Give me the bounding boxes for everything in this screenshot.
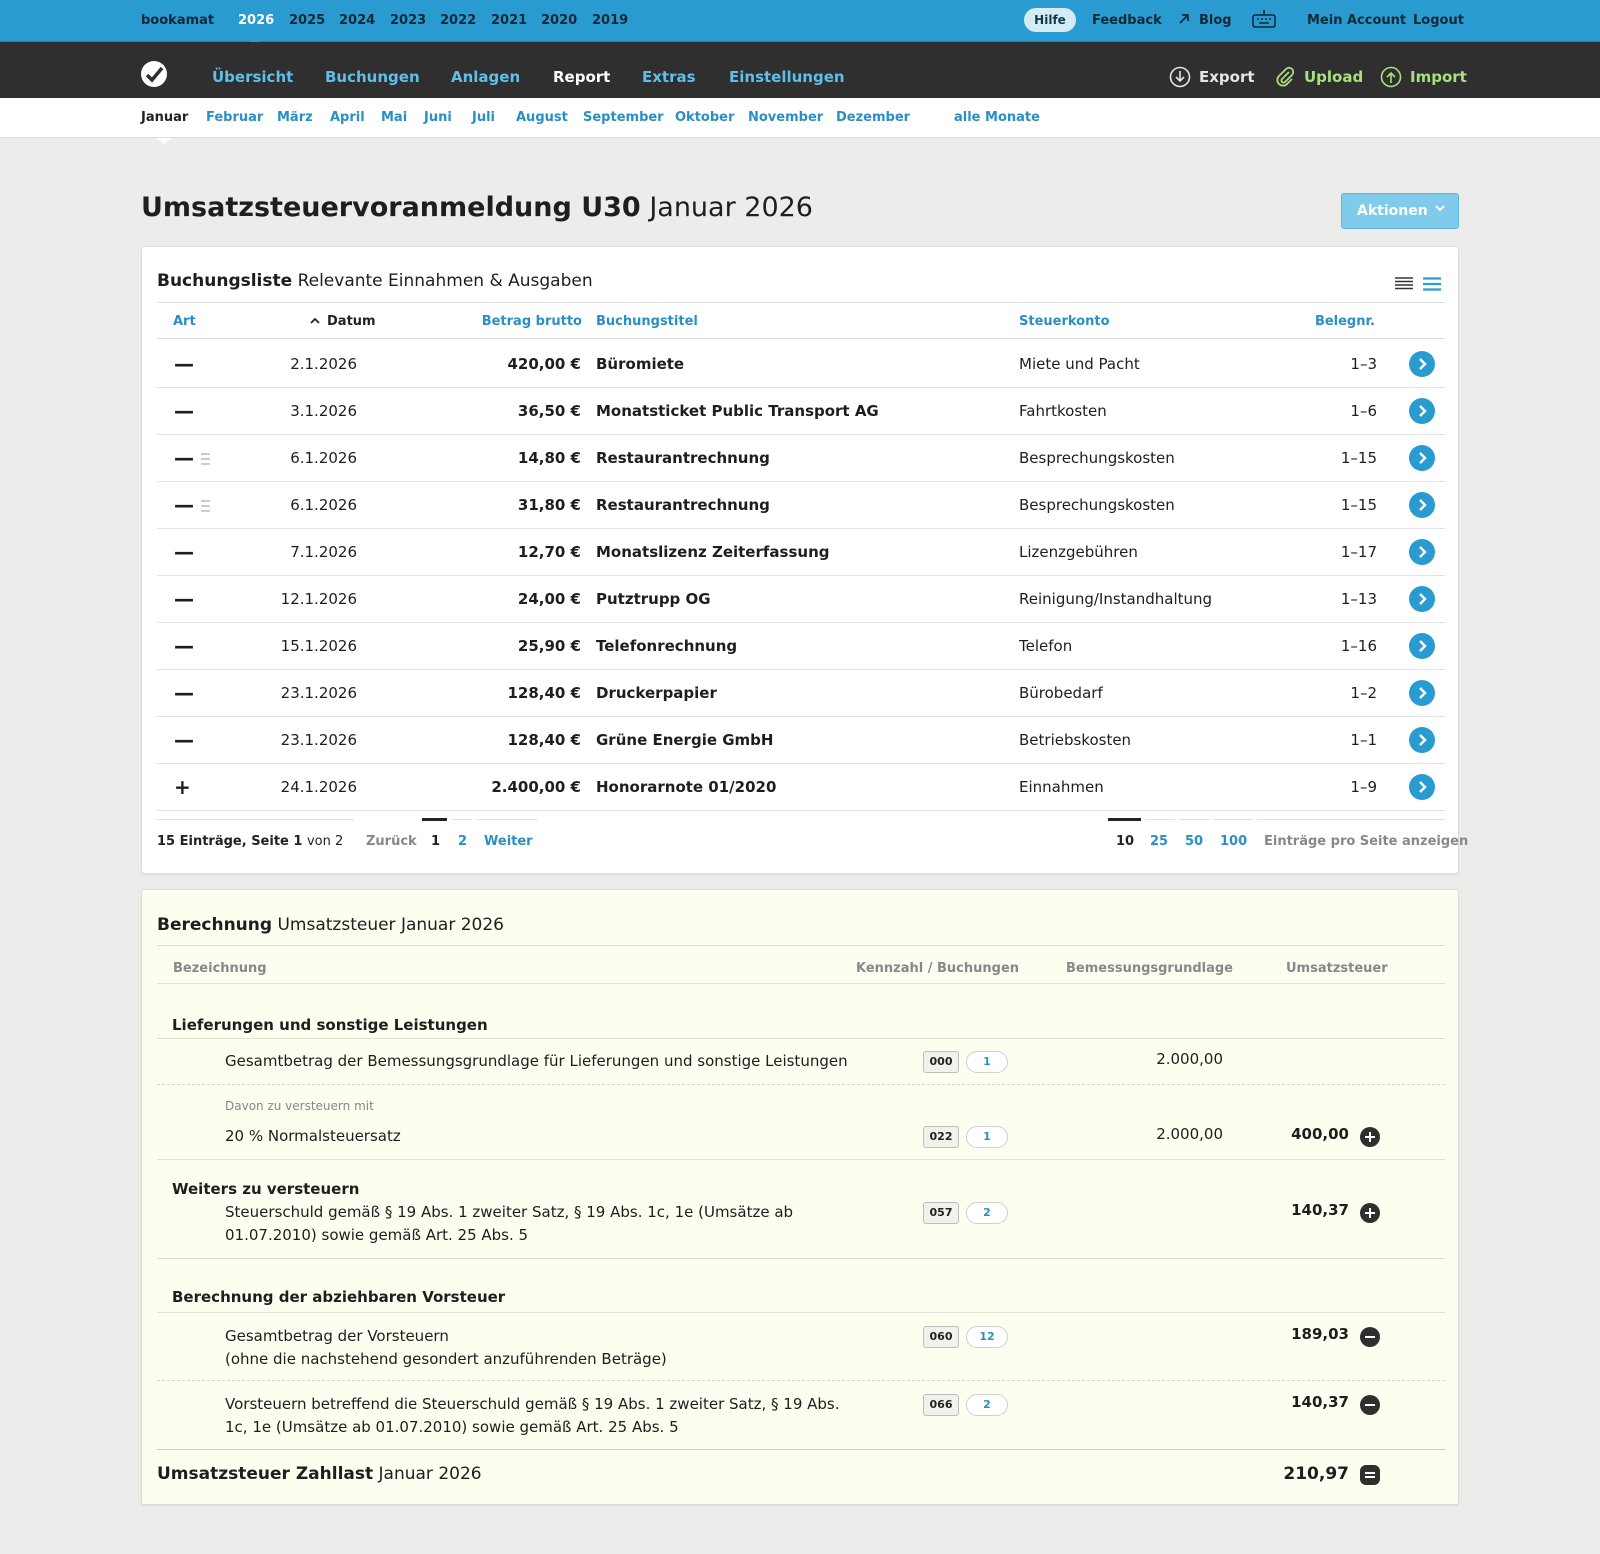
date-cell: 3.1.2026 [290, 402, 357, 420]
art-sign: — [174, 399, 194, 423]
brand-name[interactable]: bookamat [141, 13, 215, 28]
month-dezember[interactable]: Dezember [836, 110, 911, 125]
table-row[interactable] [157, 481, 1445, 529]
table-row[interactable] [157, 716, 1445, 764]
col-ust: Umsatzsteuer [1286, 961, 1388, 976]
compact-list-icon[interactable] [1395, 277, 1413, 291]
year-2024[interactable]: 2024 [339, 13, 376, 28]
month-juni[interactable]: Juni [424, 110, 452, 125]
section-weiters: Weiters zu versteuern [172, 1180, 360, 1198]
pager-page-1[interactable]: 1 [431, 834, 441, 849]
account-cell: Fahrtkosten [1019, 402, 1107, 420]
nav-report[interactable]: Report [553, 68, 611, 86]
row-022-sublabel: Davon zu versteuern mit [225, 1099, 374, 1113]
minus-circle-icon [1360, 1327, 1380, 1347]
month-august[interactable]: August [516, 110, 568, 125]
table-row[interactable] [157, 622, 1445, 670]
year-2023[interactable]: 2023 [390, 13, 427, 28]
month-januar[interactable]: Januar [141, 110, 189, 125]
upload-label: Upload [1304, 68, 1364, 86]
pager-page-2[interactable]: 2 [458, 834, 468, 849]
title-cell: Büromiete [596, 355, 685, 373]
row-000-label: Gesamtbetrag der Bemessungsgrundlage für Lieferungen und sonstige Leistungen [225, 1052, 848, 1070]
size-active-bar [1108, 818, 1141, 821]
chevron-right-icon[interactable] [1409, 492, 1435, 518]
tax-value: 189,03 [1291, 1325, 1349, 1343]
chevron-right-icon[interactable] [1409, 774, 1435, 800]
date-cell: 12.1.2026 [280, 590, 357, 608]
month-februar[interactable]: Februar [206, 110, 264, 125]
pager-back[interactable]: Zurück [366, 834, 417, 849]
plus-circle-icon [1360, 1203, 1380, 1223]
year-2022[interactable]: 2022 [440, 13, 477, 28]
table-row[interactable] [157, 575, 1445, 623]
nav-extras[interactable]: Extras [642, 68, 696, 86]
art-sign: — [174, 493, 194, 517]
table-row[interactable] [157, 669, 1445, 717]
export-label: Export [1199, 68, 1255, 86]
wide-list-icon[interactable] [1423, 277, 1441, 291]
account-cell: Betriebskosten [1019, 731, 1132, 749]
chevron-right-icon[interactable] [1409, 445, 1435, 471]
row-057-label-2: 01.07.2010) sowie gemäß Art. 25 Abs. 5 [225, 1226, 529, 1244]
art-sign: + [174, 775, 191, 799]
download-icon [1169, 66, 1191, 88]
row-066-label-1: Vorsteuern betreffend die Steuerschuld gemäß § 19 Abs. 1 zweiter Satz, § 19 Abs. [225, 1395, 840, 1413]
title-cell: Druckerpapier [596, 684, 717, 702]
chevron-right-icon[interactable] [1409, 351, 1435, 377]
amount-cell: 12,70 € [517, 543, 581, 561]
split-booking-icon [201, 498, 210, 512]
art-sign: — [174, 587, 194, 611]
chevron-right-icon[interactable] [1409, 586, 1435, 612]
booking-count-badge[interactable]: 1 [966, 1051, 1008, 1073]
date-cell: 23.1.2026 [280, 684, 357, 702]
month-april[interactable]: April [330, 110, 365, 125]
amount-cell: 128,40 € [507, 684, 581, 702]
booking-count-badge[interactable]: 2 [966, 1202, 1008, 1224]
amount-cell: 24,00 € [517, 590, 581, 608]
blog-link[interactable]: Blog [1199, 13, 1232, 28]
paperclip-icon [1274, 66, 1296, 88]
amount-cell: 420,00 € [507, 355, 581, 373]
section-lieferungen: Lieferungen und sonstige Leistungen [172, 1016, 488, 1034]
month-september[interactable]: September [583, 110, 664, 125]
nav-einstellungen[interactable]: Einstellungen [729, 68, 845, 86]
pager-summary: 15 Einträge, Seite 1 von 2 [157, 834, 344, 849]
booking-count-badge[interactable]: 2 [966, 1394, 1008, 1416]
row-060-label-2: (ohne die nachstehend gesondert anzuführenden Beträge) [225, 1350, 667, 1368]
month-all[interactable]: alle Monate [954, 110, 1040, 125]
col-konto[interactable]: Steuerkonto [1019, 314, 1110, 329]
col-betrag[interactable]: Betrag brutto [481, 314, 582, 329]
row-057-label-1: Steuerschuld gemäß § 19 Abs. 1 zweiter Satz, § 19 Abs. 1c, 1e (Umsätze ab [225, 1203, 794, 1221]
month-oktober[interactable]: Oktober [675, 110, 735, 125]
page-size-label: Einträge pro Seite anzeigen [1264, 834, 1469, 849]
chevron-right-icon[interactable] [1409, 680, 1435, 706]
title-cell: Grüne Energie GmbH [596, 731, 774, 749]
kennzahl-badge: 000 [923, 1051, 959, 1073]
kennzahl-badge: 066 [923, 1394, 959, 1416]
date-cell: 24.1.2026 [280, 778, 357, 796]
calculation-title: Berechnung Umsatzsteuer Januar 2026 [157, 915, 504, 935]
equals-icon [1360, 1465, 1380, 1485]
art-sign: — [174, 634, 194, 658]
account-cell: Telefon [1019, 637, 1073, 655]
amount-cell: 25,90 € [517, 637, 581, 655]
title-cell: Restaurantrechnung [596, 449, 770, 467]
date-cell: 6.1.2026 [290, 496, 357, 514]
arrow-up-right-icon [1178, 13, 1190, 27]
logout-link[interactable]: Logout [1413, 13, 1464, 28]
booking-count-badge[interactable]: 12 [966, 1326, 1008, 1348]
page-title: Umsatzsteuervoranmeldung U30 Januar 2026 [141, 192, 813, 223]
col-bezeichnung: Bezeichnung [173, 961, 267, 976]
year-2026[interactable]: 2026 [238, 13, 275, 28]
art-sign: — [174, 681, 194, 705]
sort-asc-icon[interactable] [310, 314, 322, 329]
col-titel[interactable]: Buchungstitel [596, 314, 698, 329]
account-cell: Reinigung/Instandhaltung [1019, 590, 1213, 608]
split-booking-icon [201, 451, 210, 465]
actions-dropdown[interactable] [1341, 193, 1459, 229]
main-nav [0, 42, 1600, 98]
art-sign: — [174, 728, 194, 752]
receipt-cell: 1–15 [1340, 496, 1377, 514]
month-maerz[interactable]: März [277, 110, 313, 125]
import-label: Import [1410, 68, 1467, 86]
feedback-link[interactable]: Feedback [1092, 13, 1162, 28]
col-bemessung: Bemessungsgrundlage [1066, 961, 1234, 976]
chevron-right-icon[interactable] [1409, 539, 1435, 565]
amount-cell: 31,80 € [517, 496, 581, 514]
year-2020[interactable]: 2020 [541, 13, 578, 28]
upload-arrow-icon [1380, 66, 1402, 88]
total-label: Umsatzsteuer Zahllast Januar 2026 [157, 1464, 482, 1484]
actions-label: Aktionen [1357, 203, 1428, 219]
receipt-cell: 1–3 [1350, 355, 1377, 373]
page-size-25[interactable]: 25 [1150, 834, 1169, 849]
title-cell: Monatsticket Public Transport AG [596, 402, 879, 420]
top-bar [0, 0, 1600, 42]
col-art[interactable]: Art [173, 314, 196, 329]
month-juli[interactable]: Juli [472, 110, 496, 125]
receipt-cell: 1–13 [1340, 590, 1377, 608]
receipt-cell: 1–9 [1350, 778, 1377, 796]
date-cell: 15.1.2026 [280, 637, 357, 655]
date-cell: 7.1.2026 [290, 543, 357, 561]
table-row[interactable] [157, 763, 1445, 811]
account-cell: Einnahmen [1019, 778, 1104, 796]
row-066-label-2: 1c, 1e (Umsätze ab 01.07.2010) sowie gemäß Art. 25 Abs. 5 [225, 1418, 679, 1436]
year-2021[interactable]: 2021 [491, 13, 528, 28]
nav-buchungen[interactable]: Buchungen [325, 68, 420, 86]
date-cell: 6.1.2026 [290, 449, 357, 467]
section-vorsteuer: Berechnung der abziehbaren Vorsteuer [172, 1288, 506, 1306]
total-value: 210,97 [1283, 1464, 1349, 1484]
receipt-cell: 1–2 [1350, 684, 1377, 702]
receipt-cell: 1–1 [1350, 731, 1377, 749]
table-row[interactable] [157, 528, 1445, 576]
title-cell: Monatslizenz Zeiterfassung [596, 543, 830, 561]
chevron-right-icon[interactable] [1409, 633, 1435, 659]
booking-list-card [141, 246, 1469, 874]
title-cell: Putztrupp OG [596, 590, 711, 608]
receipt-cell: 1–15 [1340, 449, 1377, 467]
import-button[interactable] [1380, 66, 1465, 88]
booking-list-title: Buchungsliste Relevante Einnahmen & Ausgaben [157, 271, 593, 291]
upload-button[interactable] [1274, 66, 1366, 88]
nav-uebersicht[interactable]: Übersicht [212, 68, 294, 86]
account-cell: Besprechungskosten [1019, 449, 1175, 467]
table-row[interactable] [157, 434, 1445, 482]
account-cell: Lizenzgebühren [1019, 543, 1138, 561]
table-row[interactable] [157, 387, 1445, 435]
kennzahl-badge: 060 [923, 1326, 959, 1348]
page-size-100[interactable]: 100 [1220, 834, 1248, 849]
receipt-cell: 1–6 [1350, 402, 1377, 420]
month-tabs [0, 98, 1600, 138]
kennzahl-badge: 022 [923, 1126, 959, 1148]
amount-cell: 14,80 € [517, 449, 581, 467]
title-cell: Honorarnote 01/2020 [596, 778, 777, 796]
tax-value: 140,37 [1291, 1201, 1349, 1219]
page-size-10[interactable]: 10 [1116, 834, 1135, 849]
keyboard-icon[interactable] [1252, 9, 1276, 29]
booking-count-badge[interactable]: 1 [966, 1126, 1008, 1148]
chevron-down-icon [1434, 202, 1446, 214]
account-link[interactable]: Mein Account [1307, 13, 1407, 28]
minus-circle-icon [1360, 1395, 1380, 1415]
plus-circle-icon [1360, 1127, 1380, 1147]
date-cell: 23.1.2026 [280, 731, 357, 749]
nav-anlagen[interactable]: Anlagen [451, 68, 521, 86]
col-kennzahl: Kennzahl / Buchungen [856, 961, 1020, 976]
account-cell: Besprechungskosten [1019, 496, 1175, 514]
tax-value: 400,00 [1291, 1125, 1349, 1143]
divider [157, 338, 1445, 339]
bookamat-logo-icon[interactable] [140, 60, 168, 88]
title-cell: Telefonrechnung [596, 637, 738, 655]
art-sign: — [174, 446, 194, 470]
export-button[interactable] [1169, 66, 1259, 88]
divider [157, 302, 1445, 303]
base-value: 2.000,00 [1156, 1050, 1223, 1068]
col-beleg[interactable]: Belegnr. [1314, 314, 1375, 329]
row-022-label: 20 % Normalsteuersatz [225, 1127, 401, 1145]
chevron-right-icon[interactable] [1409, 727, 1435, 753]
receipt-cell: 1–17 [1340, 543, 1377, 561]
col-datum[interactable]: Datum [327, 314, 376, 329]
art-sign: — [174, 540, 194, 564]
amount-cell: 36,50 € [517, 402, 581, 420]
calculation-card [141, 889, 1459, 1505]
tax-value: 140,37 [1291, 1393, 1349, 1411]
help-button[interactable]: Hilfe [1024, 8, 1076, 32]
receipt-cell: 1–16 [1340, 637, 1377, 655]
month-mai[interactable]: Mai [381, 110, 408, 125]
pager-next[interactable]: Weiter [484, 834, 533, 849]
view-toggle [1395, 275, 1443, 291]
art-sign: — [174, 352, 194, 376]
amount-cell: 2.400,00 € [491, 778, 581, 796]
kennzahl-badge: 057 [923, 1202, 959, 1224]
title-cell: Restaurantrechnung [596, 496, 770, 514]
amount-cell: 128,40 € [507, 731, 581, 749]
account-cell: Miete und Pacht [1019, 355, 1140, 373]
page-size-50[interactable]: 50 [1185, 834, 1204, 849]
page-active-bar [422, 818, 447, 821]
active-month-caret [157, 138, 171, 144]
table-row[interactable] [157, 340, 1445, 388]
chevron-right-icon[interactable] [1409, 398, 1435, 424]
base-value: 2.000,00 [1156, 1125, 1223, 1143]
row-060-label-1: Gesamtbetrag der Vorsteuern [225, 1327, 449, 1345]
month-november[interactable]: November [748, 110, 824, 125]
account-cell: Bürobedarf [1019, 684, 1103, 702]
year-2019[interactable]: 2019 [592, 13, 629, 28]
year-2025[interactable]: 2025 [289, 13, 326, 28]
date-cell: 2.1.2026 [290, 355, 357, 373]
